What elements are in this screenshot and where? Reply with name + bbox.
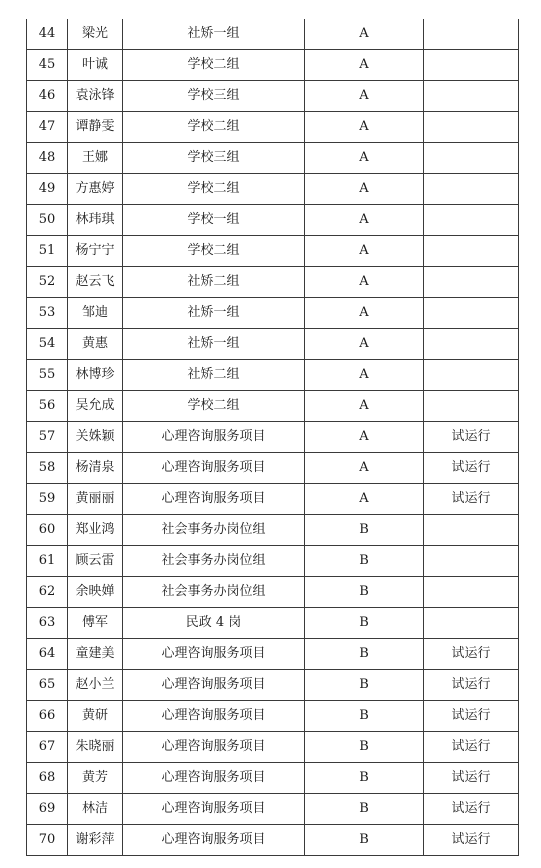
table-row <box>27 515 519 546</box>
grade-cell: B <box>305 515 424 546</box>
grade-cell: A <box>305 484 424 515</box>
table-row <box>27 81 519 112</box>
grade-cell: A <box>305 360 424 391</box>
row-number-cell: 48 <box>27 143 68 174</box>
table-row <box>27 174 519 205</box>
group-cell: 民政 4 岗 <box>123 608 305 639</box>
group-cell: 学校二组 <box>123 50 305 81</box>
note-cell <box>424 391 519 422</box>
note-cell <box>424 236 519 267</box>
table-row <box>27 112 519 143</box>
grade-cell: B <box>305 546 424 577</box>
name-cell: 杨宁宁 <box>68 236 123 267</box>
row-number-cell: 67 <box>27 732 68 763</box>
row-number-cell: 63 <box>27 608 68 639</box>
note-cell <box>424 205 519 236</box>
table-row <box>27 50 519 81</box>
name-cell: 黄芳 <box>68 763 123 794</box>
note-cell: 试运行 <box>424 825 519 856</box>
name-cell: 余映婵 <box>68 577 123 608</box>
grade-cell: A <box>305 112 424 143</box>
row-number-cell: 53 <box>27 298 68 329</box>
grade-cell: B <box>305 701 424 732</box>
note-cell <box>424 329 519 360</box>
group-cell: 社矫一组 <box>123 329 305 360</box>
table-row <box>27 608 519 639</box>
grade-cell: A <box>305 298 424 329</box>
grade-cell: B <box>305 794 424 825</box>
group-cell: 学校二组 <box>123 391 305 422</box>
group-cell: 心理咨询服务项目 <box>123 825 305 856</box>
row-number-cell: 52 <box>27 267 68 298</box>
table-row <box>27 453 519 484</box>
group-cell: 学校一组 <box>123 205 305 236</box>
grade-cell: A <box>305 50 424 81</box>
table-row <box>27 329 519 360</box>
note-cell <box>424 298 519 329</box>
row-number-cell: 70 <box>27 825 68 856</box>
note-cell: 试运行 <box>424 794 519 825</box>
group-cell: 心理咨询服务项目 <box>123 484 305 515</box>
table-row <box>27 298 519 329</box>
row-number-cell: 62 <box>27 577 68 608</box>
table-row <box>27 236 519 267</box>
grade-cell: A <box>305 205 424 236</box>
note-cell <box>424 19 519 50</box>
note-cell: 试运行 <box>424 484 519 515</box>
row-number-cell: 64 <box>27 639 68 670</box>
group-cell: 学校二组 <box>123 236 305 267</box>
name-cell: 赵云飞 <box>68 267 123 298</box>
grade-cell: B <box>305 825 424 856</box>
note-cell: 试运行 <box>424 701 519 732</box>
row-number-cell: 60 <box>27 515 68 546</box>
note-cell: 试运行 <box>424 732 519 763</box>
table-row <box>27 391 519 422</box>
row-number-cell: 58 <box>27 453 68 484</box>
group-cell: 社矫二组 <box>123 267 305 298</box>
name-cell: 梁光 <box>68 19 123 50</box>
group-cell: 心理咨询服务项目 <box>123 763 305 794</box>
name-cell: 郑业鸿 <box>68 515 123 546</box>
row-number-cell: 45 <box>27 50 68 81</box>
note-cell <box>424 577 519 608</box>
name-cell: 朱晓丽 <box>68 732 123 763</box>
note-cell: 试运行 <box>424 763 519 794</box>
note-cell <box>424 143 519 174</box>
row-number-cell: 44 <box>27 19 68 50</box>
grade-cell: B <box>305 577 424 608</box>
grade-cell: B <box>305 608 424 639</box>
note-cell <box>424 546 519 577</box>
table-row <box>27 794 519 825</box>
table-row <box>27 825 519 856</box>
table-row <box>27 267 519 298</box>
name-cell: 吴允成 <box>68 391 123 422</box>
row-number-cell: 66 <box>27 701 68 732</box>
note-cell <box>424 112 519 143</box>
name-cell: 林玮琪 <box>68 205 123 236</box>
group-cell: 学校三组 <box>123 143 305 174</box>
group-cell: 心理咨询服务项目 <box>123 794 305 825</box>
note-cell <box>424 515 519 546</box>
name-cell: 黄惠 <box>68 329 123 360</box>
group-cell: 心理咨询服务项目 <box>123 422 305 453</box>
row-number-cell: 56 <box>27 391 68 422</box>
name-cell: 黄丽丽 <box>68 484 123 515</box>
group-cell: 社会事务办岗位组 <box>123 546 305 577</box>
grade-cell: A <box>305 422 424 453</box>
name-cell: 赵小兰 <box>68 670 123 701</box>
note-cell <box>424 360 519 391</box>
name-cell: 林洁 <box>68 794 123 825</box>
group-cell: 心理咨询服务项目 <box>123 453 305 484</box>
row-number-cell: 47 <box>27 112 68 143</box>
row-number-cell: 69 <box>27 794 68 825</box>
grade-cell: A <box>305 143 424 174</box>
note-cell: 试运行 <box>424 422 519 453</box>
grade-cell: B <box>305 670 424 701</box>
group-cell: 心理咨询服务项目 <box>123 701 305 732</box>
row-number-cell: 61 <box>27 546 68 577</box>
note-cell <box>424 81 519 112</box>
row-number-cell: 68 <box>27 763 68 794</box>
table-row <box>27 143 519 174</box>
group-cell: 心理咨询服务项目 <box>123 639 305 670</box>
grade-cell: A <box>305 236 424 267</box>
grade-cell: A <box>305 19 424 50</box>
table-row <box>27 732 519 763</box>
note-cell <box>424 50 519 81</box>
note-cell <box>424 174 519 205</box>
group-cell: 学校二组 <box>123 174 305 205</box>
name-cell: 王娜 <box>68 143 123 174</box>
row-number-cell: 65 <box>27 670 68 701</box>
group-cell: 社矫一组 <box>123 298 305 329</box>
grade-cell: B <box>305 639 424 670</box>
name-cell: 傅军 <box>68 608 123 639</box>
name-cell: 林博珍 <box>68 360 123 391</box>
name-cell: 谭静雯 <box>68 112 123 143</box>
table-row <box>27 19 519 50</box>
row-number-cell: 57 <box>27 422 68 453</box>
grade-cell: A <box>305 453 424 484</box>
note-cell: 试运行 <box>424 639 519 670</box>
name-cell: 袁泳锋 <box>68 81 123 112</box>
staff-roster-table <box>26 19 519 856</box>
row-number-cell: 54 <box>27 329 68 360</box>
name-cell: 黄研 <box>68 701 123 732</box>
row-number-cell: 49 <box>27 174 68 205</box>
group-cell: 心理咨询服务项目 <box>123 670 305 701</box>
row-number-cell: 59 <box>27 484 68 515</box>
name-cell: 邹迪 <box>68 298 123 329</box>
group-cell: 心理咨询服务项目 <box>123 732 305 763</box>
table-row <box>27 484 519 515</box>
grade-cell: A <box>305 81 424 112</box>
table-row <box>27 205 519 236</box>
name-cell: 关姝颖 <box>68 422 123 453</box>
row-number-cell: 46 <box>27 81 68 112</box>
row-number-cell: 51 <box>27 236 68 267</box>
table-row <box>27 670 519 701</box>
grade-cell: A <box>305 329 424 360</box>
table-row <box>27 639 519 670</box>
grade-cell: B <box>305 763 424 794</box>
note-cell <box>424 608 519 639</box>
table-row <box>27 577 519 608</box>
name-cell: 方惠婷 <box>68 174 123 205</box>
grade-cell: B <box>305 732 424 763</box>
note-cell: 试运行 <box>424 670 519 701</box>
name-cell: 童建美 <box>68 639 123 670</box>
group-cell: 学校三组 <box>123 81 305 112</box>
row-number-cell: 55 <box>27 360 68 391</box>
group-cell: 社矫二组 <box>123 360 305 391</box>
grade-cell: A <box>305 174 424 205</box>
row-number-cell: 50 <box>27 205 68 236</box>
table-row <box>27 763 519 794</box>
name-cell: 顾云雷 <box>68 546 123 577</box>
name-cell: 叶诚 <box>68 50 123 81</box>
group-cell: 社会事务办岗位组 <box>123 577 305 608</box>
name-cell: 谢彩萍 <box>68 825 123 856</box>
grade-cell: A <box>305 391 424 422</box>
table-row <box>27 360 519 391</box>
group-cell: 社矫一组 <box>123 19 305 50</box>
table-row <box>27 546 519 577</box>
grade-cell: A <box>305 267 424 298</box>
note-cell: 试运行 <box>424 453 519 484</box>
table-row <box>27 701 519 732</box>
group-cell: 学校二组 <box>123 112 305 143</box>
table-row <box>27 422 519 453</box>
note-cell <box>424 267 519 298</box>
roster-body <box>27 19 519 856</box>
group-cell: 社会事务办岗位组 <box>123 515 305 546</box>
name-cell: 杨清泉 <box>68 453 123 484</box>
